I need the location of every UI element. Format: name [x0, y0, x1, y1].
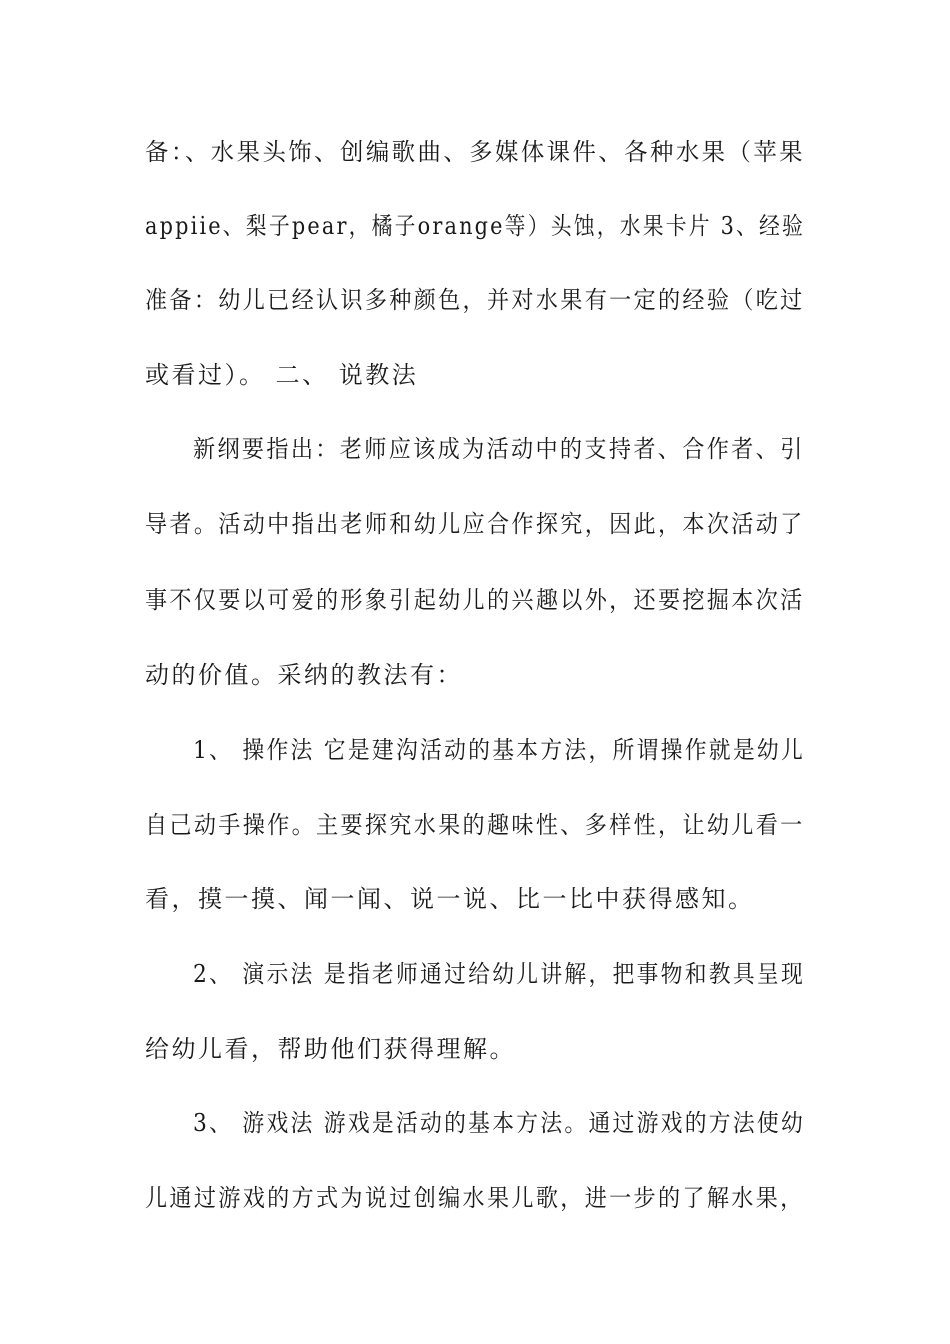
text-line: 儿通过游戏的方式为说过创编水果儿歌，进一步的了解水果， [145, 1184, 805, 1212]
paragraph-first-line: 2、 演示法 是指老师通过给幼儿讲解，把事物和教具呈现 [193, 960, 806, 988]
text-line: 准备：幼儿已经认识多种颜色，并对水果有一定的经验（吃过 [145, 286, 805, 314]
text-line: 自己动手操作。主要探究水果的趣味性、多样性，让幼儿看一 [145, 811, 805, 839]
paragraph-first-line: 1、 操作法 它是建沟活动的基本方法，所谓操作就是幼儿 [193, 736, 806, 764]
text-line: 备：、水果头饰、创编歌曲、多媒体课件、各种水果（苹果 [145, 138, 806, 166]
text-line: 事不仅要以可爱的形象引起幼儿的兴趣以外，还要挖掘本次活 [145, 586, 805, 614]
text-line: 动的价值。采纳的教法有： [145, 661, 463, 689]
text-line: 导者。活动中指出老师和幼儿应合作探究，因此，本次活动了 [145, 510, 805, 538]
text-line: 给幼儿看，帮助他们获得理解。 [145, 1035, 516, 1063]
text-line: 看，摸一摸、闻一闻、说一说、比一比中获得感知。 [145, 885, 755, 913]
text-line: appiie、梨子pear，橘子orange等）头蚀，水果卡片 3、经验 [145, 212, 806, 240]
paragraph-first-line: 新纲要指出：老师应该成为活动中的支持者、合作者、引 [193, 435, 805, 463]
text-line: 或看过）。 二、 说教法 [145, 361, 419, 389]
paragraph-first-line: 3、 游戏法 游戏是活动的基本方法。通过游戏的方法使幼 [193, 1109, 806, 1137]
